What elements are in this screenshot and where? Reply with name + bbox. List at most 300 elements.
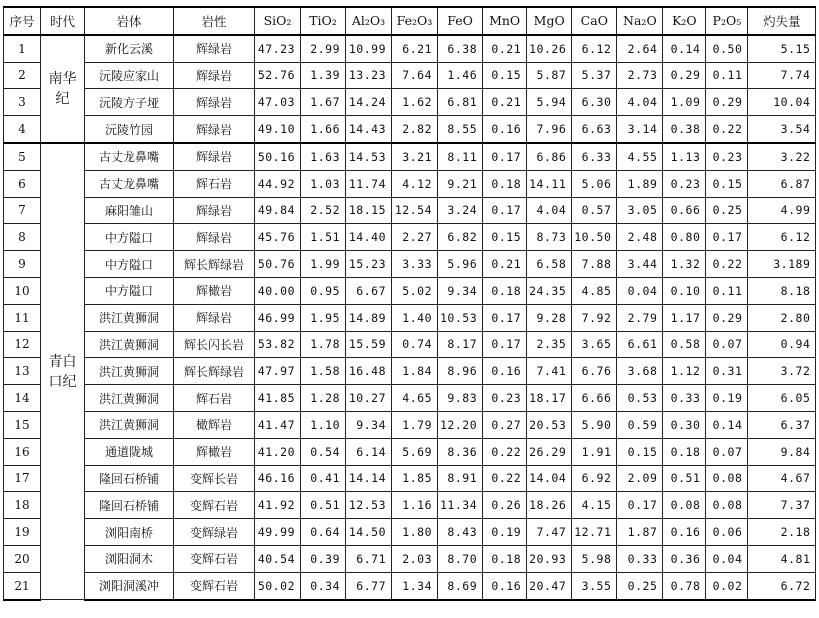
- value-cell: 0.33: [617, 545, 663, 572]
- table-row: [4, 197, 816, 224]
- column-header: K₂O: [663, 7, 706, 35]
- lithology-cell: 变辉绿岩: [174, 519, 255, 546]
- value-cell: 1.95: [301, 304, 346, 331]
- value-cell: 0.15: [706, 170, 748, 197]
- value-cell: 6.30: [572, 89, 617, 116]
- value-cell: 0.25: [706, 197, 748, 224]
- value-cell: 6.71: [346, 545, 392, 572]
- row-index: 2: [4, 62, 41, 89]
- rock-body-cell: 沅陵方子垭: [85, 89, 174, 116]
- value-cell: 14.50: [346, 519, 392, 546]
- table-row: [4, 277, 816, 304]
- value-cell: 9.34: [438, 277, 483, 304]
- value-cell: 0.27: [483, 411, 527, 438]
- value-cell: 8.91: [438, 465, 483, 492]
- value-cell: 0.17: [617, 492, 663, 519]
- value-cell: 26.29: [527, 438, 572, 465]
- row-index: 9: [4, 251, 41, 278]
- value-cell: 0.22: [483, 465, 527, 492]
- value-cell: 1.67: [301, 89, 346, 116]
- row-index: 12: [4, 331, 41, 358]
- value-cell: 6.72: [748, 572, 816, 599]
- value-cell: 16.48: [346, 358, 392, 385]
- column-header: MnO: [483, 7, 527, 35]
- value-cell: 0.14: [706, 411, 748, 438]
- row-index: 11: [4, 304, 41, 331]
- value-cell: 18.17: [527, 385, 572, 412]
- value-cell: 0.23: [706, 143, 748, 170]
- column-header: P₂O₅: [706, 7, 748, 35]
- value-cell: 1.16: [392, 492, 438, 519]
- value-cell: 0.19: [483, 519, 527, 546]
- value-cell: 6.66: [572, 385, 617, 412]
- value-cell: 3.14: [617, 116, 663, 143]
- header-row: [4, 7, 816, 35]
- table-row: [4, 465, 816, 492]
- row-index: 8: [4, 224, 41, 251]
- value-cell: 2.09: [617, 465, 663, 492]
- value-cell: 0.29: [706, 304, 748, 331]
- table-row: [4, 62, 816, 89]
- value-cell: 0.02: [706, 572, 748, 599]
- column-header: MgO: [527, 7, 572, 35]
- rock-body-cell: 新化云溪: [85, 35, 174, 62]
- value-cell: 4.85: [572, 277, 617, 304]
- value-cell: 14.04: [527, 465, 572, 492]
- value-cell: 20.47: [527, 572, 572, 599]
- rock-body-cell: 洪江黄狮洞: [85, 331, 174, 358]
- value-cell: 0.07: [706, 331, 748, 358]
- value-cell: 3.05: [617, 197, 663, 224]
- value-cell: 0.38: [663, 116, 706, 143]
- value-cell: 0.18: [483, 545, 527, 572]
- column-header: 岩体: [85, 7, 174, 35]
- value-cell: 0.10: [663, 277, 706, 304]
- value-cell: 1.66: [301, 116, 346, 143]
- value-cell: 14.14: [346, 465, 392, 492]
- lithology-cell: 辉绿岩: [174, 62, 255, 89]
- value-cell: 41.92: [255, 492, 301, 519]
- table-row: [4, 143, 816, 170]
- value-cell: 8.36: [438, 438, 483, 465]
- value-cell: 6.21: [392, 35, 438, 62]
- value-cell: 0.26: [483, 492, 527, 519]
- table-row: [4, 170, 816, 197]
- value-cell: 0.15: [617, 438, 663, 465]
- value-cell: 0.54: [301, 438, 346, 465]
- value-cell: 2.27: [392, 224, 438, 251]
- row-index: 16: [4, 438, 41, 465]
- value-cell: 1.58: [301, 358, 346, 385]
- value-cell: 9.21: [438, 170, 483, 197]
- value-cell: 6.86: [527, 143, 572, 170]
- row-index: 17: [4, 465, 41, 492]
- value-cell: 50.02: [255, 572, 301, 599]
- value-cell: 9.34: [346, 411, 392, 438]
- value-cell: 3.33: [392, 251, 438, 278]
- value-cell: 9.28: [527, 304, 572, 331]
- value-cell: 14.43: [346, 116, 392, 143]
- value-cell: 10.27: [346, 385, 392, 412]
- rock-body-cell: 隆回石桥铺: [85, 465, 174, 492]
- lithology-cell: 变辉石岩: [174, 545, 255, 572]
- value-cell: 6.87: [748, 170, 816, 197]
- value-cell: 2.64: [617, 35, 663, 62]
- value-cell: 0.31: [706, 358, 748, 385]
- value-cell: 6.81: [438, 89, 483, 116]
- value-cell: 1.51: [301, 224, 346, 251]
- value-cell: 49.99: [255, 519, 301, 546]
- value-cell: 2.03: [392, 545, 438, 572]
- value-cell: 0.51: [301, 492, 346, 519]
- value-cell: 0.22: [706, 116, 748, 143]
- value-cell: 13.23: [346, 62, 392, 89]
- lithology-cell: 辉长闪长岩: [174, 331, 255, 358]
- rock-body-cell: 通道陇城: [85, 438, 174, 465]
- value-cell: 3.21: [392, 143, 438, 170]
- table-row: [4, 224, 816, 251]
- value-cell: 0.11: [706, 62, 748, 89]
- value-cell: 14.24: [346, 89, 392, 116]
- value-cell: 50.16: [255, 143, 301, 170]
- value-cell: 7.88: [572, 251, 617, 278]
- value-cell: 11.74: [346, 170, 392, 197]
- value-cell: 5.06: [572, 170, 617, 197]
- value-cell: 0.78: [663, 572, 706, 599]
- value-cell: 7.96: [527, 116, 572, 143]
- value-cell: 6.12: [748, 224, 816, 251]
- column-header: Na₂O: [617, 7, 663, 35]
- value-cell: 0.04: [617, 277, 663, 304]
- value-cell: 5.69: [392, 438, 438, 465]
- value-cell: 6.76: [572, 358, 617, 385]
- value-cell: 1.63: [301, 143, 346, 170]
- value-cell: 53.82: [255, 331, 301, 358]
- lithology-cell: 辉绿岩: [174, 35, 255, 62]
- value-cell: 5.94: [527, 89, 572, 116]
- lithology-cell: 变辉石岩: [174, 492, 255, 519]
- value-cell: 5.15: [748, 35, 816, 62]
- value-cell: 18.15: [346, 197, 392, 224]
- era-cell: 青白口纪: [41, 143, 85, 600]
- value-cell: 0.21: [483, 89, 527, 116]
- value-cell: 0.33: [663, 385, 706, 412]
- value-cell: 3.55: [572, 572, 617, 599]
- lithology-cell: 变辉长岩: [174, 465, 255, 492]
- rock-body-cell: 沅陵竹园: [85, 116, 174, 143]
- value-cell: 12.71: [572, 519, 617, 546]
- value-cell: 0.08: [706, 465, 748, 492]
- row-index: 19: [4, 519, 41, 546]
- value-cell: 15.59: [346, 331, 392, 358]
- value-cell: 1.39: [301, 62, 346, 89]
- value-cell: 4.67: [748, 465, 816, 492]
- value-cell: 1.17: [663, 304, 706, 331]
- rock-body-cell: 隆回石桥铺: [85, 492, 174, 519]
- value-cell: 2.80: [748, 304, 816, 331]
- table-row: [4, 385, 816, 412]
- value-cell: 1.34: [392, 572, 438, 599]
- value-cell: 5.90: [572, 411, 617, 438]
- row-index: 7: [4, 197, 41, 224]
- table-row: [4, 251, 816, 278]
- value-cell: 1.78: [301, 331, 346, 358]
- value-cell: 15.23: [346, 251, 392, 278]
- value-cell: 1.28: [301, 385, 346, 412]
- value-cell: 0.30: [663, 411, 706, 438]
- value-cell: 3.189: [748, 251, 816, 278]
- row-index: 21: [4, 572, 41, 599]
- lithology-cell: 辉绿岩: [174, 304, 255, 331]
- value-cell: 2.99: [301, 35, 346, 62]
- value-cell: 0.14: [663, 35, 706, 62]
- value-cell: 0.17: [483, 331, 527, 358]
- value-cell: 1.12: [663, 358, 706, 385]
- value-cell: 0.07: [706, 438, 748, 465]
- value-cell: 6.14: [346, 438, 392, 465]
- value-cell: 47.03: [255, 89, 301, 116]
- value-cell: 6.37: [748, 411, 816, 438]
- table-row: [4, 116, 816, 143]
- value-cell: 0.59: [617, 411, 663, 438]
- rock-body-cell: 浏阳南桥: [85, 519, 174, 546]
- table-row: [4, 492, 816, 519]
- era-cell: 南华纪: [41, 35, 85, 143]
- value-cell: 0.16: [663, 519, 706, 546]
- table-row: [4, 358, 816, 385]
- value-cell: 0.17: [483, 143, 527, 170]
- value-cell: 8.18: [748, 277, 816, 304]
- value-cell: 20.53: [527, 411, 572, 438]
- value-cell: 3.24: [438, 197, 483, 224]
- value-cell: 0.18: [483, 170, 527, 197]
- value-cell: 14.11: [527, 170, 572, 197]
- value-cell: 6.67: [346, 277, 392, 304]
- table-row: [4, 411, 816, 438]
- value-cell: 5.96: [438, 251, 483, 278]
- column-header: Al₂O₃: [346, 7, 392, 35]
- value-cell: 1.62: [392, 89, 438, 116]
- value-cell: 18.26: [527, 492, 572, 519]
- value-cell: 14.53: [346, 143, 392, 170]
- value-cell: 5.87: [527, 62, 572, 89]
- value-cell: 1.89: [617, 170, 663, 197]
- value-cell: 47.97: [255, 358, 301, 385]
- value-cell: 0.74: [392, 331, 438, 358]
- value-cell: 0.04: [706, 545, 748, 572]
- value-cell: 46.16: [255, 465, 301, 492]
- value-cell: 8.17: [438, 331, 483, 358]
- value-cell: 1.84: [392, 358, 438, 385]
- value-cell: 1.13: [663, 143, 706, 170]
- value-cell: 4.99: [748, 197, 816, 224]
- value-cell: 0.15: [483, 62, 527, 89]
- row-index: 1: [4, 35, 41, 62]
- table-row: [4, 438, 816, 465]
- row-index: 4: [4, 116, 41, 143]
- value-cell: 2.79: [617, 304, 663, 331]
- value-cell: 2.52: [301, 197, 346, 224]
- value-cell: 12.53: [346, 492, 392, 519]
- value-cell: 49.10: [255, 116, 301, 143]
- value-cell: 6.58: [527, 251, 572, 278]
- value-cell: 0.22: [706, 251, 748, 278]
- value-cell: 7.64: [392, 62, 438, 89]
- value-cell: 2.18: [748, 519, 816, 546]
- table-row: [4, 572, 816, 599]
- value-cell: 0.11: [706, 277, 748, 304]
- value-cell: 0.08: [706, 492, 748, 519]
- value-cell: 6.92: [572, 465, 617, 492]
- table-row: [4, 304, 816, 331]
- value-cell: 1.10: [301, 411, 346, 438]
- value-cell: 12.54: [392, 197, 438, 224]
- value-cell: 8.55: [438, 116, 483, 143]
- value-cell: 4.81: [748, 545, 816, 572]
- value-cell: 0.39: [301, 545, 346, 572]
- row-index: 3: [4, 89, 41, 116]
- row-index: 10: [4, 277, 41, 304]
- table-body: [4, 35, 816, 600]
- value-cell: 1.80: [392, 519, 438, 546]
- table-row: [4, 331, 816, 358]
- value-cell: 8.70: [438, 545, 483, 572]
- rock-body-cell: 洪江黄狮洞: [85, 304, 174, 331]
- lithology-cell: 辉石岩: [174, 385, 255, 412]
- lithology-cell: 辉绿岩: [174, 197, 255, 224]
- row-index: 14: [4, 385, 41, 412]
- value-cell: 0.95: [301, 277, 346, 304]
- value-cell: 2.35: [527, 331, 572, 358]
- value-cell: 40.00: [255, 277, 301, 304]
- rock-body-cell: 麻阳雏山: [85, 197, 174, 224]
- value-cell: 4.04: [617, 89, 663, 116]
- value-cell: 0.16: [483, 572, 527, 599]
- value-cell: 20.93: [527, 545, 572, 572]
- value-cell: 41.85: [255, 385, 301, 412]
- row-index: 15: [4, 411, 41, 438]
- rock-body-cell: 洪江黄狮洞: [85, 411, 174, 438]
- column-header: TiO₂: [301, 7, 346, 35]
- value-cell: 4.12: [392, 170, 438, 197]
- value-cell: 8.11: [438, 143, 483, 170]
- value-cell: 3.54: [748, 116, 816, 143]
- rock-body-cell: 中方隘口: [85, 251, 174, 278]
- value-cell: 6.12: [572, 35, 617, 62]
- value-cell: 0.50: [706, 35, 748, 62]
- column-header: CaO: [572, 7, 617, 35]
- rock-body-cell: 中方隘口: [85, 224, 174, 251]
- value-cell: 0.22: [483, 438, 527, 465]
- value-cell: 4.04: [527, 197, 572, 224]
- value-cell: 0.17: [706, 224, 748, 251]
- value-cell: 7.74: [748, 62, 816, 89]
- lithology-cell: 辉绿岩: [174, 89, 255, 116]
- value-cell: 6.63: [572, 116, 617, 143]
- lithology-cell: 辉长辉绿岩: [174, 251, 255, 278]
- value-cell: 2.48: [617, 224, 663, 251]
- rock-body-cell: 浏阳洞溪冲: [85, 572, 174, 599]
- value-cell: 0.19: [706, 385, 748, 412]
- value-cell: 6.38: [438, 35, 483, 62]
- value-cell: 9.83: [438, 385, 483, 412]
- value-cell: 11.34: [438, 492, 483, 519]
- value-cell: 52.76: [255, 62, 301, 89]
- value-cell: 10.50: [572, 224, 617, 251]
- value-cell: 0.51: [663, 465, 706, 492]
- row-index: 20: [4, 545, 41, 572]
- value-cell: 7.41: [527, 358, 572, 385]
- lithology-cell: 变辉石岩: [174, 572, 255, 599]
- value-cell: 0.29: [706, 89, 748, 116]
- value-cell: 0.08: [663, 492, 706, 519]
- value-cell: 0.21: [483, 35, 527, 62]
- lithology-cell: 辉橄岩: [174, 438, 255, 465]
- value-cell: 8.69: [438, 572, 483, 599]
- value-cell: 0.36: [663, 545, 706, 572]
- value-cell: 0.80: [663, 224, 706, 251]
- value-cell: 0.06: [706, 519, 748, 546]
- value-cell: 0.66: [663, 197, 706, 224]
- value-cell: 1.03: [301, 170, 346, 197]
- table-row: [4, 35, 816, 62]
- value-cell: 49.84: [255, 197, 301, 224]
- value-cell: 0.16: [483, 358, 527, 385]
- value-cell: 1.79: [392, 411, 438, 438]
- value-cell: 0.53: [617, 385, 663, 412]
- rock-body-cell: 洪江黄狮洞: [85, 358, 174, 385]
- value-cell: 1.40: [392, 304, 438, 331]
- value-cell: 1.85: [392, 465, 438, 492]
- value-cell: 6.33: [572, 143, 617, 170]
- lithology-cell: 辉绿岩: [174, 116, 255, 143]
- value-cell: 8.43: [438, 519, 483, 546]
- value-cell: 0.25: [617, 572, 663, 599]
- value-cell: 3.68: [617, 358, 663, 385]
- value-cell: 7.92: [572, 304, 617, 331]
- value-cell: 1.99: [301, 251, 346, 278]
- column-header: Fe₂O₃: [392, 7, 438, 35]
- value-cell: 5.37: [572, 62, 617, 89]
- rock-body-cell: 中方隘口: [85, 277, 174, 304]
- value-cell: 1.09: [663, 89, 706, 116]
- value-cell: 41.20: [255, 438, 301, 465]
- value-cell: 47.23: [255, 35, 301, 62]
- rock-body-cell: 洪江黄狮洞: [85, 385, 174, 412]
- value-cell: 7.37: [748, 492, 816, 519]
- lithology-cell: 橄辉岩: [174, 411, 255, 438]
- value-cell: 4.15: [572, 492, 617, 519]
- column-header: 灼失量: [748, 7, 816, 35]
- value-cell: 3.44: [617, 251, 663, 278]
- value-cell: 0.17: [483, 304, 527, 331]
- value-cell: 0.21: [483, 251, 527, 278]
- value-cell: 6.61: [617, 331, 663, 358]
- value-cell: 0.58: [663, 331, 706, 358]
- value-cell: 1.87: [617, 519, 663, 546]
- value-cell: 10.26: [527, 35, 572, 62]
- value-cell: 14.40: [346, 224, 392, 251]
- value-cell: 5.02: [392, 277, 438, 304]
- value-cell: 0.18: [483, 277, 527, 304]
- column-header: FeO: [438, 7, 483, 35]
- table-row: [4, 519, 816, 546]
- rock-body-cell: 浏阳洞木: [85, 545, 174, 572]
- value-cell: 0.94: [748, 331, 816, 358]
- row-index: 13: [4, 358, 41, 385]
- value-cell: 6.82: [438, 224, 483, 251]
- value-cell: 6.05: [748, 385, 816, 412]
